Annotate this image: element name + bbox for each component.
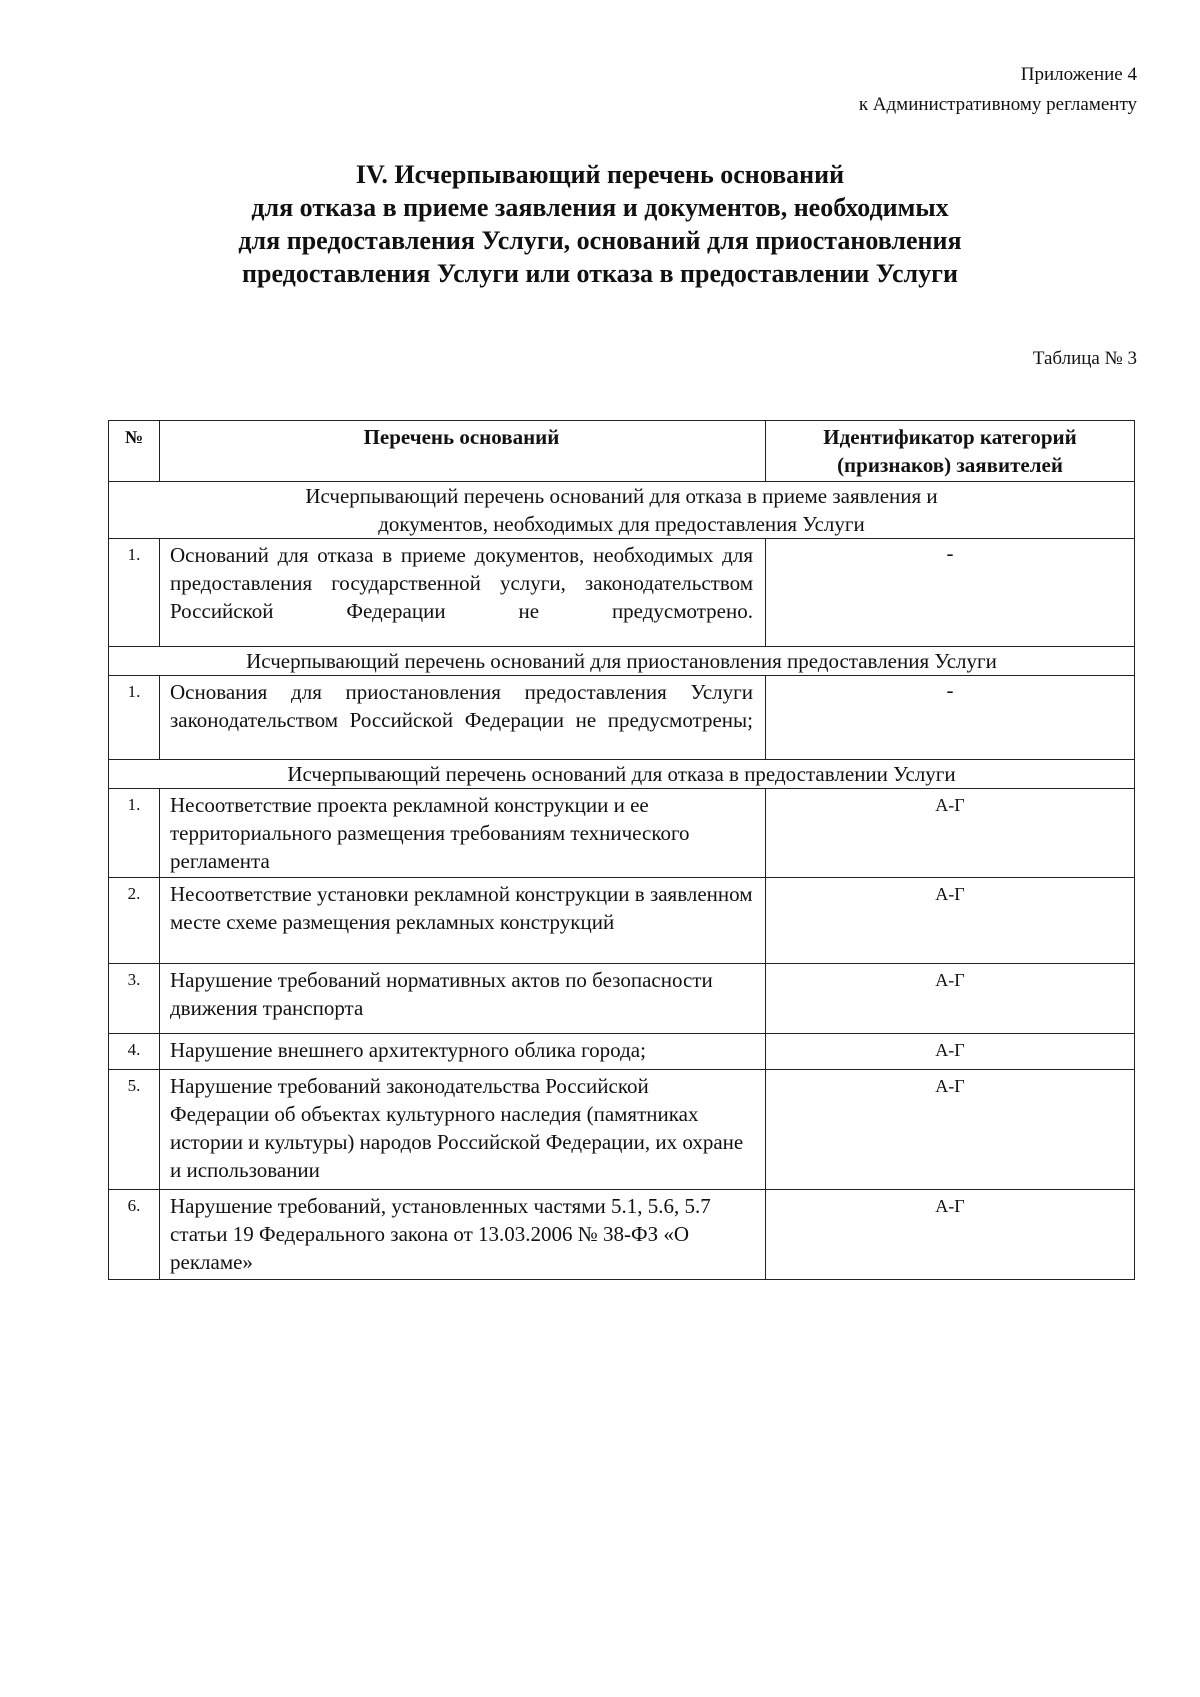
table-row [109,964,1135,1034]
row-identifier: А-Г [766,1070,1135,1190]
section-title: Исчерпывающий перечень оснований для приостановления предоставления Услуги [109,647,1135,676]
header-identifier: Идентификатор категорий (признаков) заявителей [766,421,1135,482]
section-row-reception-refusal [109,482,1135,539]
row-text: Несоответствие установки рекламной конструкции в заявленном месте схеме размещения рекламных конструкций [160,878,766,964]
header-grounds: Перечень оснований [160,421,766,482]
table-header-row [109,421,1135,482]
row-identifier: - [766,539,1135,647]
grounds-table [108,420,1135,1280]
row-identifier: А-Г [766,878,1135,964]
table-row [109,1034,1135,1070]
table-row [109,676,1135,760]
section-row-service-refusal [109,760,1135,789]
section-row-suspension [109,647,1135,676]
title-line-4: предоставления Услуги или отказа в предоставлении Услуги [242,259,958,288]
row-text: Нарушение требований нормативных актов по безопасности движения транспорта [160,964,766,1034]
row-identifier: А-Г [766,789,1135,878]
annex-reference [859,60,1137,120]
table-row [109,878,1135,964]
annex-line-2: к Административному регламенту [858,94,1137,115]
row-identifier: - [766,676,1135,760]
table-number-label: Таблица № 3 [1032,348,1137,369]
row-number: 2. [109,878,160,964]
row-text: Несоответствие проекта рекламной конструкции и ее территориального размещения требованиям технического регламента [160,789,766,878]
annex-line-1: Приложение 4 [1020,64,1137,85]
row-identifier: А-Г [766,964,1135,1034]
row-number: 3. [109,964,160,1034]
row-text: Оснований для отказа в приеме документов, необходимых для предоставления государственной услуги, законодательством Российской Федерации не предусмотрено. [160,539,766,647]
row-text: Основания для приостановления предоставления Услуги законодательством Российской Федерации не предусмотрены; [160,676,766,760]
row-number: 5. [109,1070,160,1190]
row-number: 4. [109,1034,160,1070]
title-line-1: IV. Исчерпывающий перечень оснований [355,160,845,189]
section-title: Исчерпывающий перечень оснований для отказа в предоставлении Услуги [109,760,1135,789]
header-num: № [109,421,160,482]
title-line-2: для отказа в приеме заявления и документов, необходимых [251,193,949,222]
row-number: 1. [109,539,160,647]
row-identifier: А-Г [766,1190,1135,1280]
table-row [109,539,1135,647]
title-line-3: для предоставления Услуги, оснований для приостановления [238,226,962,255]
section-title: Исчерпывающий перечень оснований для отказа в приеме заявления и документов, необходимых для предоставления Услуги [109,482,1135,539]
row-number: 1. [109,789,160,878]
document-title [0,158,1200,290]
table-row [109,1070,1135,1190]
row-text: Нарушение внешнего архитектурного облика города; [160,1034,766,1070]
row-identifier: А-Г [766,1034,1135,1070]
row-number: 6. [109,1190,160,1280]
table-row [109,1190,1135,1280]
row-number: 1. [109,676,160,760]
row-text: Нарушение требований, установленных частями 5.1, 5.6, 5.7 статьи 19 Федерального закона от 13.03.2006 № 38-ФЗ «О рекламе» [160,1190,766,1280]
table-row [109,789,1135,878]
row-text: Нарушение требований законодательства Российской Федерации об объектах культурного наследия (памятниках истории и культуры) народов Российской Федерации, их охране и использовании [160,1070,766,1190]
